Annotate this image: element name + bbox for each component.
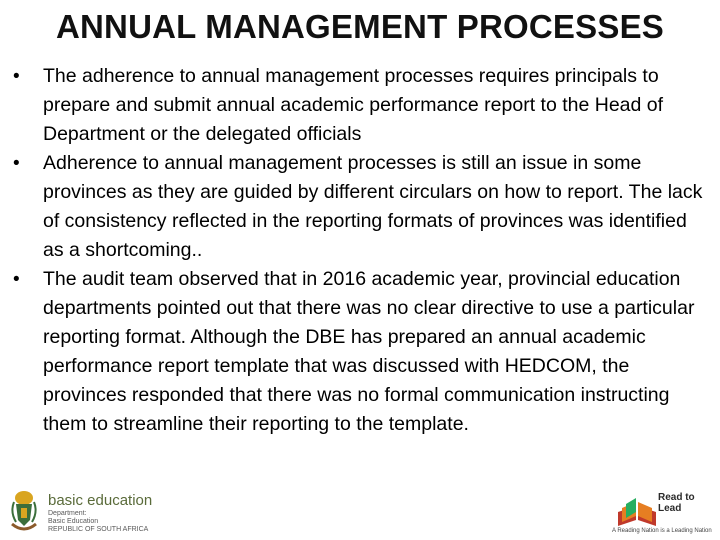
bullet-text: The adherence to annual management processes requires principals to prepare and submit annual academic performance report to the Head of Department or the delegated officials <box>43 65 664 145</box>
dept-line: Basic Education <box>48 518 99 525</box>
department-lines <box>48 510 148 534</box>
basic-education-logo <box>10 488 190 534</box>
bullet-text: Adherence to annual management processes is still an issue in some provinces as they are guided by different circulars on how to report. The lack of consistency reflected in the reporting formats of provinces was identified as a shortcoming.. <box>43 152 703 261</box>
bullet-item <box>10 265 710 439</box>
bullet-text: The audit team observed that in 2016 academic year, provincial education departments pointed out that there was no clear directive to use a particular reporting format. Although the DBE has prepared an annual academic performance report template that was discussed with HEDCOM, the provinces responded that there was no formal communication instructing them to streamline their reporting to the template. <box>43 268 695 435</box>
logo-tagline: A Reading Nation is a Leading Nation <box>612 528 712 534</box>
slide-title: ANNUAL MANAGEMENT PROCESSES <box>55 8 664 45</box>
bullet-item <box>10 62 710 149</box>
bullet-marker: • <box>13 153 20 174</box>
logo-title: Read to Lead <box>658 492 695 514</box>
read-to-lead-logo <box>612 492 716 536</box>
coat-of-arms-icon <box>10 488 38 534</box>
bullet-list <box>10 62 710 439</box>
bullet-marker: • <box>13 66 20 87</box>
bullet-marker: • <box>13 269 20 290</box>
bullet-item <box>10 149 710 265</box>
brand-name: basic education <box>48 492 153 509</box>
open-book-icon <box>614 496 660 528</box>
dept-line: REPUBLIC OF SOUTH AFRICA <box>48 526 149 533</box>
dept-line: Department: <box>48 510 87 517</box>
